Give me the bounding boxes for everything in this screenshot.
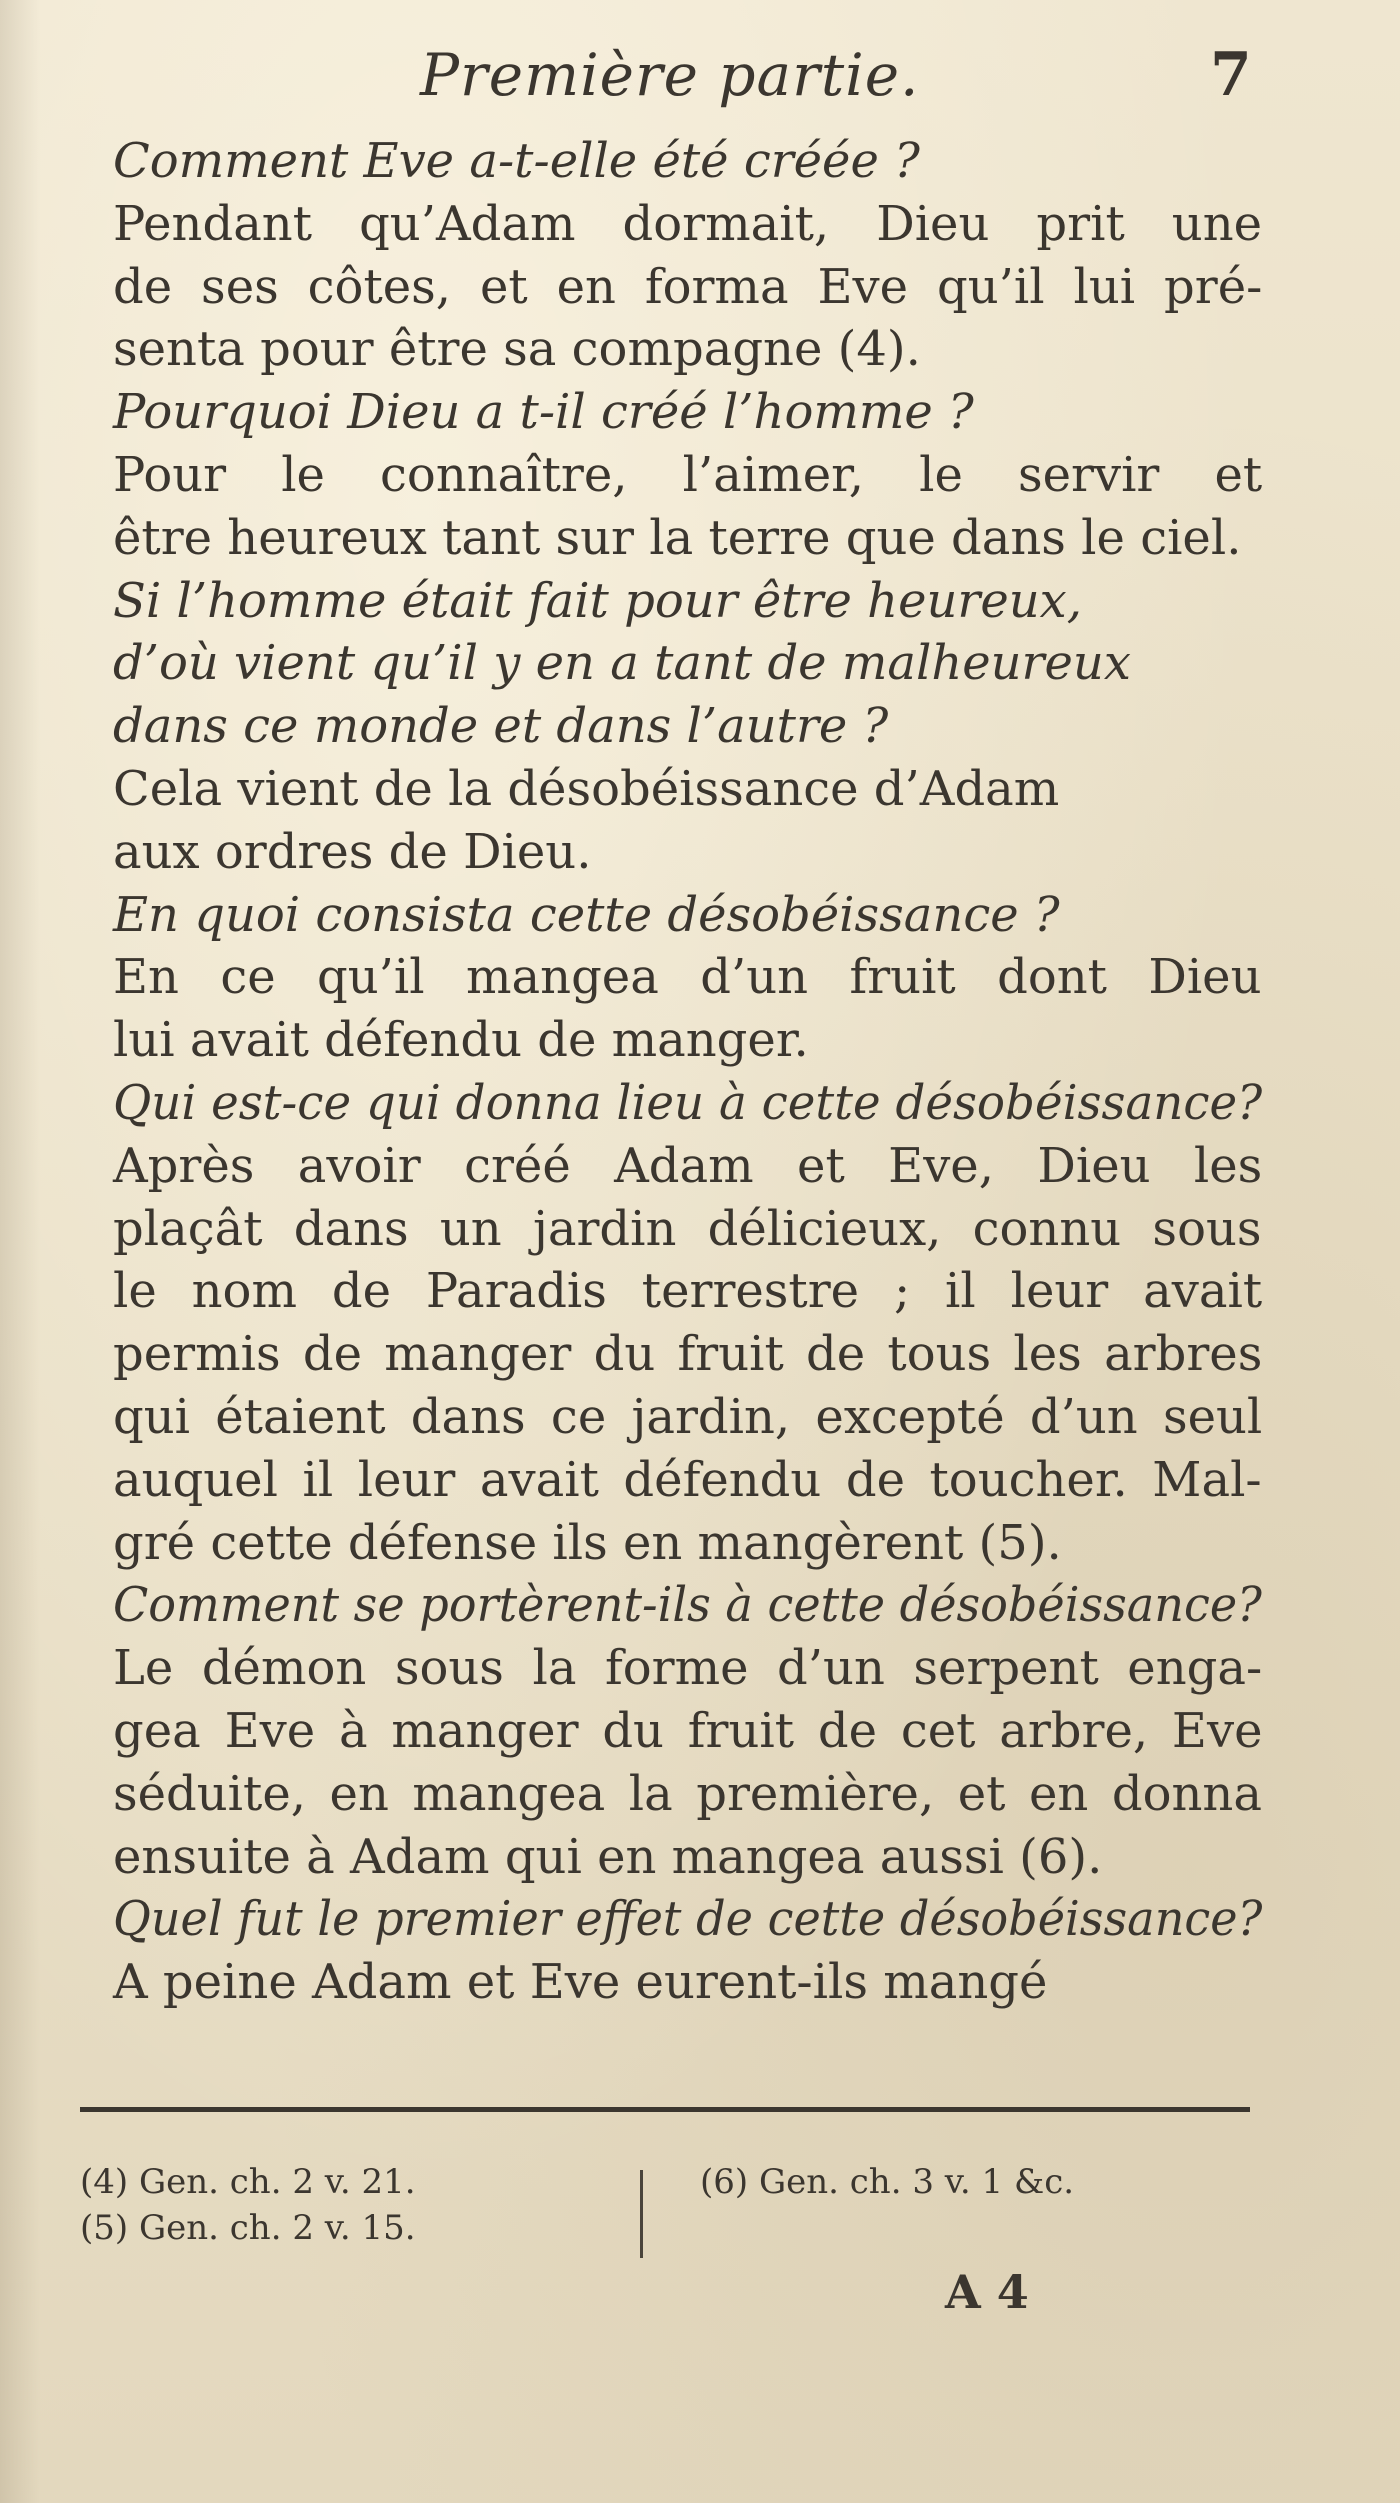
text-line: séduite, en mangea la première, et en donna: [113, 1766, 1262, 1822]
page-number: 7: [1210, 40, 1252, 110]
text-line: Le démon sous la forme d’un serpent enga-: [113, 1640, 1263, 1696]
text-line: être heureux tant sur la terre que dans le ciel.: [113, 510, 1242, 566]
text-line: lui avait défendu de manger.: [113, 1012, 809, 1068]
text-line: senta pour être sa compagne (4).: [113, 321, 921, 377]
text-line: qui étaient dans ce jardin, excepté d’un seul: [113, 1389, 1263, 1445]
text-line: Cela vient de la désobéissance d’Adam: [113, 761, 1060, 817]
footnote: (4) Gen. ch. 2 v. 21.: [80, 2162, 416, 2202]
footnote: (5) Gen. ch. 2 v. 15.: [80, 2208, 416, 2248]
text-line: Qui est-ce qui donna lieu à cette désobéissance?: [113, 1075, 1263, 1131]
text-line: dans ce monde et dans l’autre ?: [113, 698, 889, 754]
text-line: gea Eve à manger du fruit de cet arbre, Eve: [113, 1703, 1263, 1759]
text-line: Si l’homme était fait pour être heureux,: [113, 573, 1082, 629]
running-head: Première partie.: [420, 41, 920, 109]
page-header: [0, 30, 1400, 120]
footnote: (6) Gen. ch. 3 v. 1 &c.: [700, 2162, 1075, 2202]
text-line: Pourquoi Dieu a t-il créé l’homme ?: [113, 384, 974, 440]
text-line: auquel il leur avait défendu de toucher. Mal-: [113, 1452, 1262, 1508]
text-line: le nom de Paradis terrestre ; il leur avait: [113, 1263, 1263, 1319]
text-line: A peine Adam et Eve eurent-ils mangé: [113, 1954, 1048, 2010]
text-line: Pour le connaître, l’aimer, le servir et: [113, 447, 1263, 503]
text-line: En quoi consista cette désobéissance ?: [113, 887, 1060, 943]
gutter-shadow: [0, 0, 40, 2503]
text-line: d’où vient qu’il y en a tant de malheureux: [113, 635, 1131, 691]
text-line: ensuite à Adam qui en mangea aussi (6).: [113, 1829, 1103, 1885]
text-line: permis de manger du fruit de tous les arbres: [113, 1326, 1263, 1382]
signature-mark: A 4: [945, 2265, 1029, 2319]
text-line: de ses côtes, et en forma Eve qu’il lui pré-: [113, 259, 1263, 315]
footnote-rule: [80, 2107, 1250, 2112]
text-line: En ce qu’il mangea d’un fruit dont Dieu: [113, 949, 1262, 1005]
text-line: Pendant qu’Adam dormait, Dieu prit une: [113, 196, 1263, 252]
text-line: plaçât dans un jardin délicieux, connu sous: [113, 1201, 1262, 1257]
footnote-divider: [640, 2170, 643, 2258]
text-line: aux ordres de Dieu.: [113, 824, 592, 880]
text-line: Quel fut le premier effet de cette désobéissance?: [113, 1891, 1263, 1947]
text-line: Après avoir créé Adam et Eve, Dieu les: [113, 1138, 1263, 1194]
text-line: gré cette défense ils en mangèrent (5).: [113, 1515, 1062, 1571]
text-line: Comment se portèrent-ils à cette désobéissance?: [113, 1577, 1262, 1633]
text-line: Comment Eve a-t-elle été créée ?: [113, 133, 920, 189]
